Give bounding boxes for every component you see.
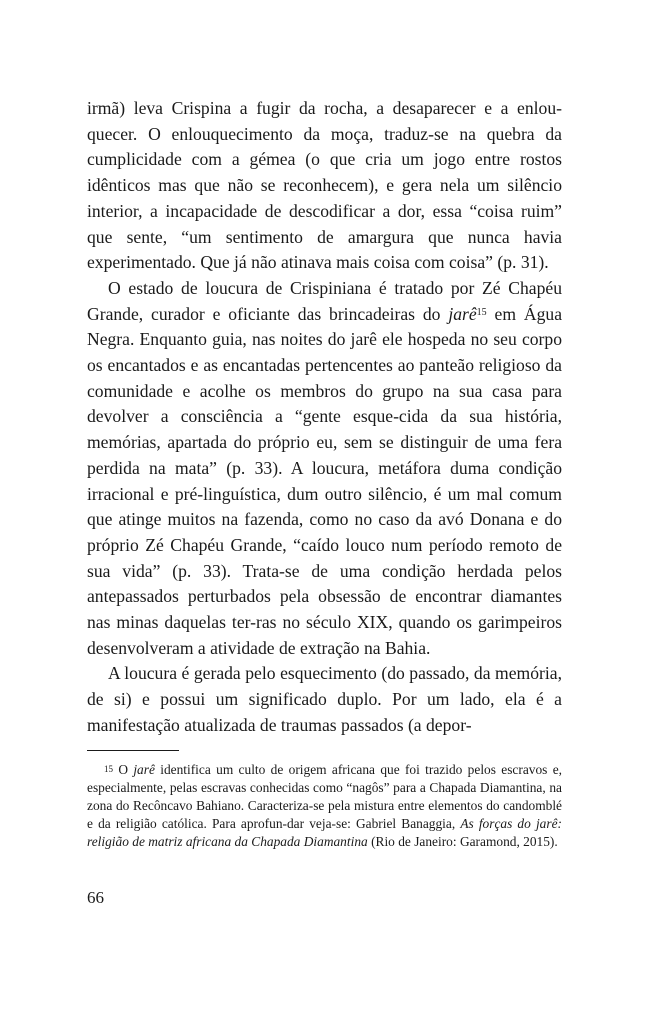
footnote-book-title: As forças do jarê: religião de matriz africana da Chapada Diamantina xyxy=(87,816,562,850)
footnote-divider xyxy=(87,750,179,751)
page-body xyxy=(87,96,562,739)
paragraph-1: irmã) leva Crispina a fugir da rocha, a desaparecer e a enlou-quecer. O enlouquecimento da moça, traduz-se na quebra da cumplicidade com a gémea (o que cria um jogo entre rostos idênticos mas que não se reconhecem), e gera nela um silêncio interior, a incapacidade de descodificar a dor, essa “coisa ruim” que sente, “um sentimento de amargura que nunca havia experimentado. Que já não atinava mais coisa com coisa” (p. 31). xyxy=(87,98,562,273)
footnote-text-c: (Rio de Janeiro: Garamond, 2015). xyxy=(367,834,558,850)
paragraph-2-text-b: em Água Negra. Enquanto guia, nas noites do jarê ele hospeda no seu corpo os encantados e as encantadas pertencentes ao panteão religioso da comunidade e acolhe os membros do grupo na sua casa para devolver a consciência a “gente esque-cida da sua história, memórias, apartada do próprio eu, sem se distinguir de uma fera perdida na mata” (p. 33). A loucura, metáfora duma condição irracional e pré-linguística, dum outro silêncio, é um mal comum que atinge muitos na fazenda, como no caso da avó Donana e do próprio Zé Chapéu Grande, “caído louco num período remoto de sua vida” (p. 33). Trata-se de uma condição herdada pelos antepassados perturbados pela obsessão de encontrar diamantes nas minas daquelas ter-ras no século XIX, quando os garimpeiros desenvolveram a atividade de extração na Bahia. xyxy=(87,303,563,658)
paragraph-2-text-a: O estado de loucura de Crispiniana é tratado por Zé Chapéu Grande, curador e oficiante das brincadeiras do xyxy=(87,277,562,324)
footnote-number: 15 xyxy=(104,764,113,774)
body-text xyxy=(87,96,562,739)
paragraph-2 xyxy=(87,276,562,662)
footnote-15 xyxy=(87,761,562,851)
footnote-term-jare: jarê xyxy=(133,762,155,777)
paragraph-3: A loucura é gerada pelo esquecimento (do passado, da memória, de si) e possui um significado duplo. Por um lado, ela é a manifestação atualizada de traumas passados (a depor- xyxy=(87,663,562,735)
page-number: 66 xyxy=(87,888,104,907)
footnote-text-a: O xyxy=(113,762,134,777)
footnote-text-b: identifica um culto de origem africana que foi trazido pelos escravos e, especialmente, pelas escravas conhecidas como “nagôs” para a Chapada Diamantina, na zona do Recôncavo Bahiano. Caracteriza-se pela mistura entre elementos do candomblé e da religião católica. Para aprofun-dar veja-se: Gabriel Banaggia, xyxy=(87,762,562,832)
term-jare: jarê xyxy=(448,303,477,324)
footnote-reference[interactable]: 15 xyxy=(476,306,487,318)
